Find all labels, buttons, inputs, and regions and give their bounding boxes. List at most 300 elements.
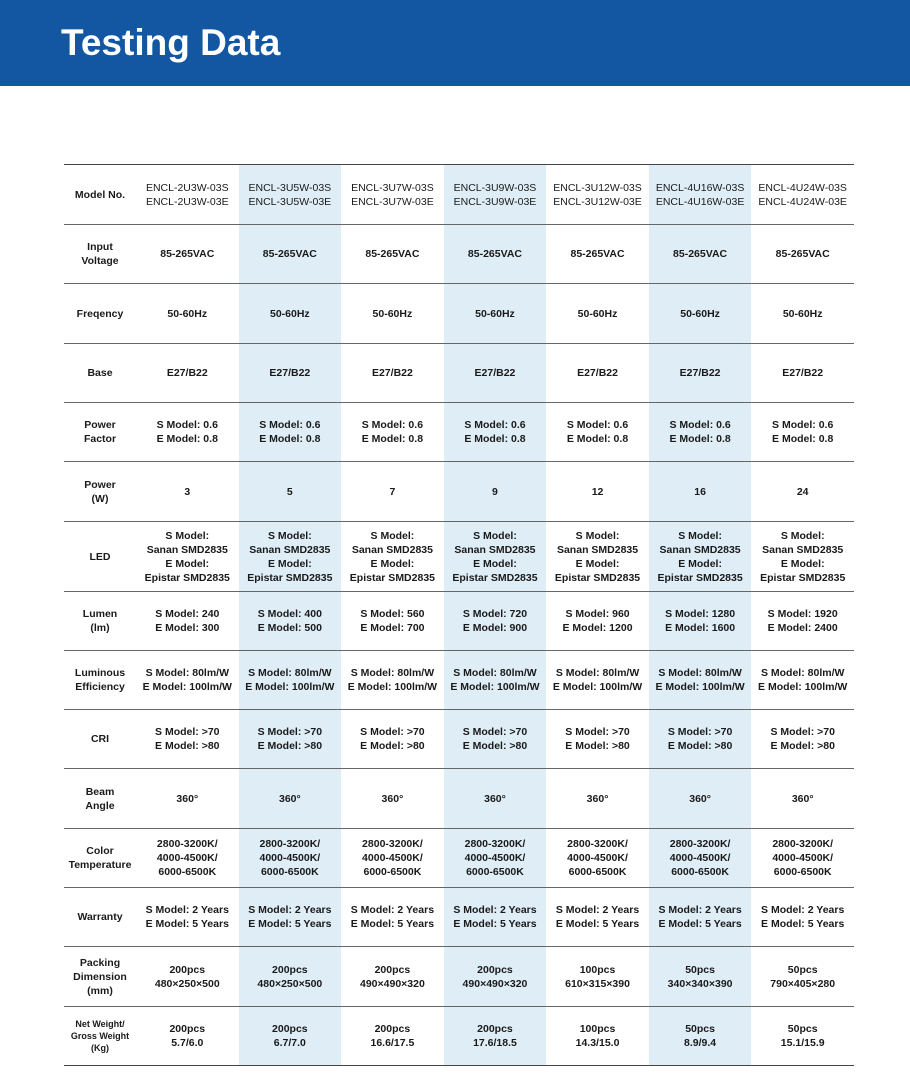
table-cell bbox=[649, 462, 752, 522]
cell-line: 610×315×390 bbox=[565, 977, 630, 990]
cell-line: 50pcs bbox=[787, 1023, 818, 1035]
table-cell bbox=[341, 947, 444, 1007]
cell-line: 5 bbox=[286, 485, 293, 498]
cell-line: 85-265VAC bbox=[775, 248, 830, 260]
cell-line: 9 bbox=[492, 485, 498, 498]
cell-line: 2800-3200K/ bbox=[567, 838, 628, 850]
cell-line: 200pcs bbox=[477, 1023, 513, 1035]
table-cell bbox=[649, 403, 752, 462]
cell-line: 200pcs bbox=[169, 963, 206, 976]
table-cell bbox=[341, 403, 444, 462]
cell-line: S Model: >70 bbox=[667, 726, 733, 738]
cell-line: 2800-3200K/ bbox=[259, 838, 321, 850]
cell-line: E Model: bbox=[267, 557, 312, 570]
cell-line: S Model: 0.6 bbox=[156, 419, 218, 431]
cell-line: S Model: bbox=[575, 529, 620, 542]
cell-line: ENCL-4U16W-03E bbox=[655, 195, 745, 208]
table-cell bbox=[649, 888, 752, 947]
table-cell bbox=[546, 462, 649, 522]
cell-line: Sanan SMD2835 bbox=[454, 543, 536, 556]
cell-line: S Model: 2 Years bbox=[658, 904, 742, 916]
table-cell bbox=[444, 284, 547, 344]
table-cell bbox=[239, 284, 342, 344]
table-cell bbox=[751, 403, 854, 462]
cell-line: S Model: bbox=[473, 529, 517, 542]
table-cell bbox=[649, 592, 752, 651]
spec-table bbox=[64, 164, 854, 1066]
table-cell bbox=[136, 888, 239, 947]
cell-line: 490×490×320 bbox=[462, 977, 528, 990]
table-cell bbox=[444, 225, 547, 284]
cell-line: E Model: 0.8 bbox=[361, 433, 424, 445]
cell-line: S Model: 2 Years bbox=[761, 904, 845, 916]
row-label-line: (Kg) bbox=[91, 1043, 109, 1053]
table-row bbox=[64, 403, 854, 462]
cell-line: S Model: 240 bbox=[155, 608, 220, 620]
cell-line: 4000-4500K/ bbox=[362, 852, 423, 864]
row-label-line: Temperature bbox=[68, 859, 132, 871]
table-cell bbox=[649, 225, 752, 284]
cell-line: Sanan SMD2835 bbox=[249, 543, 331, 556]
table-cell bbox=[444, 462, 547, 522]
table-cell bbox=[546, 522, 649, 592]
cell-line: 4000-4500K/ bbox=[567, 852, 628, 864]
table-cell bbox=[751, 710, 854, 769]
row-label-line: Factor bbox=[83, 433, 117, 445]
cell-line: 2800-3200K/ bbox=[669, 838, 731, 850]
cell-line: 6000-6500K bbox=[363, 866, 422, 878]
table-cell bbox=[546, 592, 649, 651]
table-cell bbox=[546, 769, 649, 829]
table-cell bbox=[239, 462, 342, 522]
cell-line: 50-60Hz bbox=[475, 307, 515, 320]
cell-line: 8.9/9.4 bbox=[684, 1037, 717, 1049]
table-cell bbox=[751, 769, 854, 829]
table-cell bbox=[546, 284, 649, 344]
row-label-line: Power bbox=[84, 419, 116, 431]
cell-line: Sanan SMD2835 bbox=[146, 543, 228, 556]
table-cell bbox=[751, 225, 854, 284]
table-cell bbox=[136, 710, 239, 769]
cell-line: E27/B22 bbox=[166, 367, 208, 379]
cell-line: E Model: >80 bbox=[462, 740, 528, 752]
cell-line: E Model: bbox=[575, 557, 620, 570]
cell-line: E27/B22 bbox=[269, 367, 311, 379]
row-label-line: (mm) bbox=[87, 984, 113, 997]
cell-line: 200pcs bbox=[272, 1023, 308, 1035]
table-cell bbox=[341, 592, 444, 651]
cell-line: 2800-3200K/ bbox=[362, 838, 423, 850]
table-cell bbox=[239, 344, 342, 403]
table-cell bbox=[239, 888, 342, 947]
cell-line: S Model: 2 Years bbox=[145, 904, 229, 916]
cell-line: 2800-3200K/ bbox=[156, 838, 218, 850]
cell-line: S Model: 0.6 bbox=[464, 419, 526, 431]
table-row bbox=[64, 522, 854, 592]
cell-line: 360° bbox=[484, 792, 506, 805]
cell-line: E Model: 5 Years bbox=[555, 918, 640, 930]
header-banner bbox=[0, 0, 910, 86]
table-cell bbox=[341, 651, 444, 710]
cell-line: 200pcs bbox=[272, 963, 308, 976]
table-cell bbox=[546, 651, 649, 710]
row-label-line: (W) bbox=[91, 492, 109, 505]
cell-line: E Model: >80 bbox=[770, 740, 835, 752]
cell-line: 85-265VAC bbox=[365, 248, 420, 260]
cell-line: 50-60Hz bbox=[167, 307, 208, 320]
table-row bbox=[64, 710, 854, 769]
table-cell bbox=[239, 403, 342, 462]
cell-line: E Model: bbox=[780, 557, 825, 570]
row-label bbox=[64, 592, 136, 651]
table-cell bbox=[751, 165, 854, 225]
cell-line: 200pcs bbox=[374, 963, 411, 976]
table-cell bbox=[136, 284, 239, 344]
cell-line: 360° bbox=[278, 792, 301, 805]
cell-line: S Model: 80lm/W bbox=[760, 667, 845, 679]
cell-line: 490×490×320 bbox=[359, 977, 425, 990]
cell-line: 50-60Hz bbox=[269, 307, 310, 320]
cell-line: E Model: 100lm/W bbox=[552, 681, 643, 693]
cell-line: E Model: 300 bbox=[155, 622, 220, 634]
cell-line: E Model: 100lm/W bbox=[655, 681, 745, 693]
cell-line: E27/B22 bbox=[577, 367, 618, 379]
table-cell bbox=[444, 947, 547, 1007]
cell-line: S Model: >70 bbox=[565, 726, 630, 738]
table-cell bbox=[136, 829, 239, 888]
cell-line: 2800-3200K/ bbox=[772, 838, 834, 850]
table-cell bbox=[341, 462, 444, 522]
cell-line: S Model: 80lm/W bbox=[145, 667, 229, 679]
cell-line: E Model: 100lm/W bbox=[758, 681, 848, 693]
table-cell bbox=[444, 769, 547, 829]
row-label-line: Color bbox=[86, 845, 114, 857]
cell-line: 360° bbox=[381, 792, 404, 805]
cell-line: Epistar SMD2835 bbox=[554, 571, 641, 584]
cell-line: S Model: 80lm/W bbox=[350, 667, 435, 679]
table-cell bbox=[546, 1007, 649, 1066]
table-cell bbox=[136, 225, 239, 284]
cell-line: E Model: >80 bbox=[565, 740, 630, 752]
cell-line: Epistar SMD2835 bbox=[657, 571, 743, 584]
cell-line: E Model: 900 bbox=[462, 622, 528, 634]
table-cell bbox=[136, 947, 239, 1007]
cell-line: 85-265VAC bbox=[467, 248, 523, 260]
table-cell bbox=[546, 888, 649, 947]
table-cell bbox=[239, 1007, 342, 1066]
cell-line: S Model: bbox=[370, 529, 415, 542]
cell-line: E Model: bbox=[678, 557, 722, 570]
cell-line: 50-60Hz bbox=[372, 307, 413, 320]
cell-line: 6.7/7.0 bbox=[273, 1037, 306, 1049]
table-cell bbox=[546, 225, 649, 284]
table-cell bbox=[341, 1007, 444, 1066]
row-label bbox=[64, 769, 136, 829]
table-cell bbox=[649, 829, 752, 888]
cell-line: E Model: 500 bbox=[257, 622, 322, 634]
cell-line: S Model: 400 bbox=[257, 608, 322, 620]
table-row bbox=[64, 462, 854, 522]
cell-line: ENCL-2U3W-03E bbox=[145, 195, 229, 208]
cell-line: Sanan SMD2835 bbox=[659, 543, 741, 556]
cell-line: 790×405×280 bbox=[770, 977, 836, 990]
table-cell bbox=[751, 344, 854, 403]
cell-line: ENCL-3U12W-03S bbox=[553, 181, 642, 194]
table-cell bbox=[136, 769, 239, 829]
row-label-line: Base bbox=[87, 367, 113, 379]
row-label bbox=[64, 651, 136, 710]
table-cell bbox=[239, 651, 342, 710]
row-label-line: Warranty bbox=[77, 911, 123, 923]
row-label bbox=[64, 165, 136, 225]
cell-line: 360° bbox=[586, 792, 609, 805]
cell-line: E Model: 5 Years bbox=[350, 918, 435, 930]
cell-line: 4000-4500K/ bbox=[259, 852, 321, 864]
cell-line: 100pcs bbox=[579, 963, 616, 976]
table-cell bbox=[341, 829, 444, 888]
cell-line: ENCL-4U16W-03S bbox=[655, 181, 745, 194]
cell-line: E Model: 1600 bbox=[665, 622, 736, 634]
cell-line: 360° bbox=[791, 792, 814, 805]
cell-line: E Model: >80 bbox=[257, 740, 323, 752]
row-label-line: Angle bbox=[85, 799, 115, 812]
cell-line: Epistar SMD2835 bbox=[452, 571, 538, 584]
cell-line: ENCL-4U24W-03E bbox=[758, 195, 847, 208]
table-row bbox=[64, 225, 854, 284]
cell-line: S Model: 0.6 bbox=[361, 419, 424, 431]
cell-line: 24 bbox=[796, 485, 809, 498]
table-row bbox=[64, 651, 854, 710]
row-label-line: Input bbox=[87, 241, 113, 253]
cell-line: 85-265VAC bbox=[160, 248, 215, 260]
row-label-line: Efficiency bbox=[75, 681, 125, 693]
cell-line: 15.1/15.9 bbox=[780, 1037, 825, 1049]
cell-line: 7 bbox=[389, 485, 396, 498]
cell-line: 3 bbox=[184, 485, 191, 498]
cell-line: 6000-6500K bbox=[158, 866, 217, 878]
cell-line: 17.6/18.5 bbox=[473, 1037, 517, 1049]
cell-line: Sanan SMD2835 bbox=[351, 543, 433, 556]
cell-line: ENCL-3U7W-03E bbox=[351, 195, 434, 208]
cell-line: ENCL-2U3W-03S bbox=[145, 181, 229, 194]
cell-line: 50-60Hz bbox=[577, 307, 618, 320]
cell-line: S Model: 0.6 bbox=[772, 419, 834, 431]
table-cell bbox=[546, 403, 649, 462]
cell-line: E Model: 100lm/W bbox=[450, 681, 540, 693]
cell-line: E Model: 700 bbox=[360, 622, 425, 634]
table-cell bbox=[239, 225, 342, 284]
table-cell bbox=[341, 769, 444, 829]
cell-line: E27/B22 bbox=[474, 367, 516, 379]
table-cell bbox=[136, 592, 239, 651]
cell-line: 6000-6500K bbox=[260, 866, 319, 878]
table-row bbox=[64, 769, 854, 829]
row-label bbox=[64, 225, 136, 284]
table-cell bbox=[751, 522, 854, 592]
table-cell bbox=[341, 522, 444, 592]
table-cell bbox=[341, 225, 444, 284]
cell-line: S Model: 2 Years bbox=[350, 904, 435, 916]
table-cell bbox=[546, 165, 649, 225]
cell-line: E Model: 0.8 bbox=[772, 433, 834, 445]
cell-line: E Model: 0.8 bbox=[669, 433, 731, 445]
cell-line: S Model: 80lm/W bbox=[658, 667, 742, 679]
cell-line: S Model: 80lm/W bbox=[248, 667, 332, 679]
row-label bbox=[64, 462, 136, 522]
row-label bbox=[64, 1007, 136, 1066]
cell-line: E Model: bbox=[473, 557, 517, 570]
table-cell bbox=[136, 344, 239, 403]
cell-line: 360° bbox=[176, 792, 199, 805]
row-label-line: Gross Weight bbox=[70, 1031, 130, 1041]
cell-line: E Model: 5 Years bbox=[248, 918, 332, 930]
cell-line: E Model: 2400 bbox=[767, 622, 838, 634]
cell-line: 85-265VAC bbox=[570, 248, 625, 260]
table-cell bbox=[444, 403, 547, 462]
table-row bbox=[64, 947, 854, 1007]
table-cell bbox=[444, 829, 547, 888]
cell-line: 16 bbox=[694, 485, 706, 498]
row-label bbox=[64, 829, 136, 888]
table-cell bbox=[751, 888, 854, 947]
table-cell bbox=[136, 403, 239, 462]
table-cell bbox=[649, 344, 752, 403]
row-label-line: Voltage bbox=[81, 255, 119, 267]
row-label bbox=[64, 284, 136, 344]
row-label bbox=[64, 888, 136, 947]
table-cell bbox=[239, 592, 342, 651]
cell-line: 4000-4500K/ bbox=[464, 852, 526, 864]
cell-line: 6000-6500K bbox=[773, 866, 832, 878]
cell-line: E Model: 0.8 bbox=[566, 433, 629, 445]
cell-line: S Model: 0.6 bbox=[566, 419, 629, 431]
table-cell bbox=[136, 651, 239, 710]
cell-line: S Model: 960 bbox=[565, 608, 630, 620]
cell-line: S Model: bbox=[780, 529, 825, 542]
cell-line: E Model: 100lm/W bbox=[347, 681, 438, 693]
cell-line: 50pcs bbox=[787, 963, 818, 976]
table-cell bbox=[444, 165, 547, 225]
table-cell bbox=[239, 522, 342, 592]
cell-line: S Model: 2 Years bbox=[453, 904, 537, 916]
cell-line: S Model: >70 bbox=[155, 726, 220, 738]
cell-line: S Model: >70 bbox=[770, 726, 835, 738]
table-cell bbox=[546, 947, 649, 1007]
table-row bbox=[64, 829, 854, 888]
cell-line: 100pcs bbox=[579, 1023, 616, 1035]
table-cell bbox=[444, 522, 547, 592]
row-label-line: Freqency bbox=[76, 307, 124, 320]
cell-line: Sanan SMD2835 bbox=[762, 543, 844, 556]
row-label-line: Net Weight/ bbox=[75, 1019, 125, 1029]
cell-line: S Model: 720 bbox=[462, 608, 528, 620]
cell-line: E Model: 0.8 bbox=[259, 433, 321, 445]
cell-line: 480×250×500 bbox=[154, 977, 220, 990]
cell-line: ENCL-3U12W-03E bbox=[553, 195, 642, 208]
cell-line: S Model: >70 bbox=[462, 726, 528, 738]
table-cell bbox=[136, 462, 239, 522]
table-cell bbox=[751, 462, 854, 522]
cell-line: Epistar SMD2835 bbox=[349, 571, 436, 584]
cell-line: ENCL-3U5W-03E bbox=[248, 195, 332, 208]
table-cell bbox=[751, 651, 854, 710]
cell-line: S Model: >70 bbox=[257, 726, 323, 738]
row-label-line: CRI bbox=[90, 733, 110, 745]
table-cell bbox=[751, 829, 854, 888]
cell-line: 85-265VAC bbox=[673, 248, 728, 260]
table-cell bbox=[341, 165, 444, 225]
row-label-line: Packing bbox=[79, 956, 121, 969]
cell-line: ENCL-4U24W-03S bbox=[758, 181, 847, 194]
table-row bbox=[64, 284, 854, 344]
table-cell bbox=[444, 344, 547, 403]
cell-line: 50-60Hz bbox=[782, 307, 823, 320]
table-cell bbox=[649, 710, 752, 769]
table-cell bbox=[751, 592, 854, 651]
row-label-line: Lumen bbox=[82, 608, 118, 620]
table-cell bbox=[649, 769, 752, 829]
table-cell bbox=[341, 710, 444, 769]
cell-line: ENCL-3U9W-03S bbox=[453, 181, 537, 194]
cell-line: 50pcs bbox=[685, 963, 715, 976]
cell-line: 4000-4500K/ bbox=[156, 852, 218, 864]
table-cell bbox=[341, 344, 444, 403]
cell-line: S Model: 2 Years bbox=[555, 904, 640, 916]
cell-line: E Model: >80 bbox=[360, 740, 425, 752]
cell-line: E Model: bbox=[165, 557, 210, 570]
cell-line: E Model: 1200 bbox=[562, 622, 633, 634]
table-row bbox=[64, 888, 854, 947]
cell-line: 2800-3200K/ bbox=[464, 838, 526, 850]
row-label-line: Model No. bbox=[74, 188, 126, 201]
table-cell bbox=[546, 710, 649, 769]
table-cell bbox=[444, 710, 547, 769]
cell-line: ENCL-3U7W-03S bbox=[351, 181, 434, 194]
cell-line: 360° bbox=[689, 792, 711, 805]
row-label-line: LED bbox=[89, 550, 111, 563]
cell-line: Epistar SMD2835 bbox=[247, 571, 333, 584]
table-cell bbox=[239, 710, 342, 769]
cell-line: S Model: 1280 bbox=[665, 608, 736, 620]
cell-line: S Model: bbox=[678, 529, 722, 542]
cell-line: S Model: >70 bbox=[360, 726, 425, 738]
cell-line: Epistar SMD2835 bbox=[144, 571, 230, 584]
row-label bbox=[64, 522, 136, 592]
table-cell bbox=[751, 284, 854, 344]
cell-line: E Model: 0.8 bbox=[156, 433, 218, 445]
table-row bbox=[64, 592, 854, 651]
table-cell bbox=[649, 165, 752, 225]
cell-line: 12 bbox=[591, 485, 604, 498]
cell-line: E Model: 100lm/W bbox=[142, 681, 232, 693]
cell-line: S Model: 80lm/W bbox=[555, 667, 640, 679]
cell-line: 6000-6500K bbox=[671, 866, 729, 878]
cell-line: E Model: 100lm/W bbox=[245, 681, 335, 693]
cell-line: S Model: 80lm/W bbox=[453, 667, 537, 679]
cell-line: 200pcs bbox=[477, 963, 513, 976]
cell-line: S Model: 0.6 bbox=[259, 419, 321, 431]
cell-line: ENCL-3U9W-03E bbox=[453, 195, 537, 208]
cell-line: 50-60Hz bbox=[680, 307, 720, 320]
cell-line: 6000-6500K bbox=[466, 866, 524, 878]
cell-line: E27/B22 bbox=[679, 367, 721, 379]
table-cell bbox=[136, 165, 239, 225]
row-label-line: Beam bbox=[85, 785, 115, 798]
row-label-line: Power bbox=[84, 478, 116, 491]
table-cell bbox=[444, 592, 547, 651]
cell-line: 340×340×390 bbox=[667, 977, 733, 990]
table-cell bbox=[136, 522, 239, 592]
